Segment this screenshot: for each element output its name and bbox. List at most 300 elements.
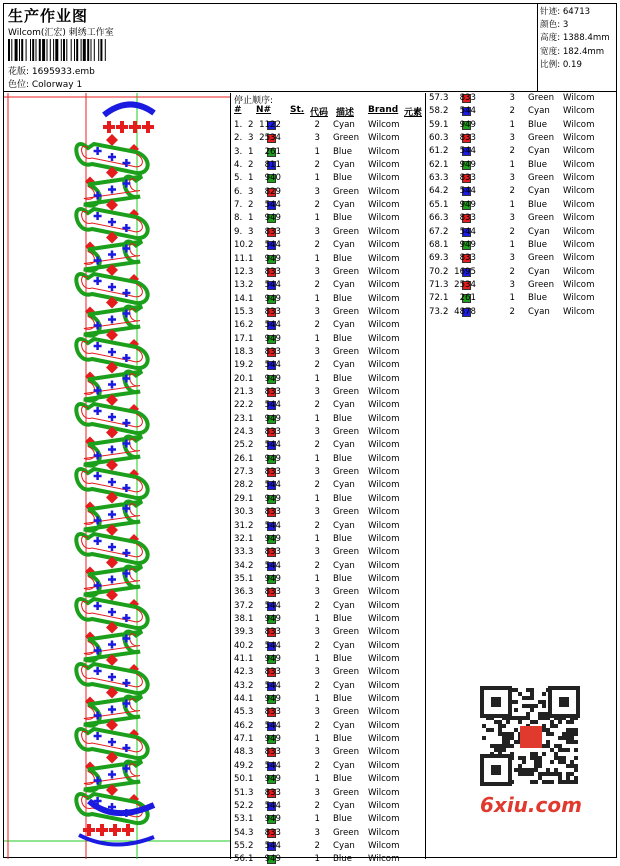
color-code: 2 <box>314 680 320 691</box>
brand-name: Wilcom <box>368 226 400 237</box>
stitch-count: 833 <box>264 827 281 838</box>
brand-name: Wilcom <box>368 360 400 371</box>
stitch-count: 833 <box>264 787 281 798</box>
needle-number: 1 <box>248 814 254 825</box>
color-code: 2 <box>509 146 515 157</box>
needle-number: 2 <box>248 520 254 531</box>
table-row <box>234 346 424 359</box>
brand-name: Wilcom <box>368 560 400 571</box>
stitch-count: 544 <box>264 760 281 771</box>
brand-name: Wilcom <box>368 627 400 638</box>
stop-number: 14. <box>234 293 248 304</box>
color-code: 2 <box>314 600 320 611</box>
needle-number: 2 <box>248 840 254 851</box>
stitch-count: 940 <box>264 173 281 184</box>
table-row <box>429 252 619 265</box>
color-code: 1 <box>509 159 515 170</box>
color-description: Cyan <box>333 800 355 811</box>
table-row <box>429 226 619 239</box>
needle-number: 1 <box>248 253 254 264</box>
needle-number: 3 <box>248 306 254 317</box>
table-row <box>234 172 424 185</box>
stitch-count: 833 <box>264 427 281 438</box>
stitch-count: 544 <box>459 146 476 157</box>
color-code: 3 <box>314 467 320 478</box>
table-row <box>234 720 424 733</box>
color-code: 1 <box>314 213 320 224</box>
stitch-count: 811 <box>264 160 281 171</box>
needle-number: 3 <box>248 667 254 678</box>
color-description: Blue <box>528 293 548 304</box>
stitch-count: 949 <box>264 573 281 584</box>
stitch-count: 544 <box>264 400 281 411</box>
color-code: 1 <box>314 333 320 344</box>
table-row <box>234 333 424 346</box>
table-row <box>234 199 424 212</box>
brand-name: Wilcom <box>368 400 400 411</box>
stop-number: 31. <box>234 520 248 531</box>
table-row <box>429 159 619 172</box>
color-code: 3 <box>509 253 515 264</box>
table-row <box>429 292 619 305</box>
stop-number: 6. <box>234 186 243 197</box>
color-description: Green <box>333 346 360 357</box>
needle-number: 2 <box>248 320 254 331</box>
brand-name: Wilcom <box>368 720 400 731</box>
needle-number: 2 <box>248 240 254 251</box>
stop-number: 55. <box>234 840 248 851</box>
table-row <box>234 159 424 172</box>
stitch-count: 949 <box>264 613 281 624</box>
color-code: 2 <box>314 120 320 130</box>
needle-number: 2 <box>248 280 254 291</box>
color-description: Blue <box>333 333 353 344</box>
watermark-logo: 6xiu.com <box>480 793 582 817</box>
stitch-count: 544 <box>264 480 281 491</box>
stop-number: 9. <box>234 226 243 237</box>
table-row <box>234 827 424 840</box>
stitch-count: 949 <box>264 774 281 785</box>
needle-number: 3 <box>443 213 449 224</box>
needle-number: 3 <box>248 427 254 438</box>
brand-name: Wilcom <box>368 120 400 130</box>
stop-number: 61. <box>429 146 443 157</box>
stitch-count: 949 <box>264 453 281 464</box>
color-code: 1 <box>314 373 320 384</box>
color-description: Cyan <box>333 320 355 331</box>
stop-number: 38. <box>234 613 248 624</box>
brand-name: Wilcom <box>368 480 400 491</box>
stitch-count: 949 <box>264 373 281 384</box>
stitch-count: 2534 <box>454 279 476 290</box>
color-code: 3 <box>314 627 320 638</box>
stitch-count: 1695 <box>454 266 476 277</box>
stop-number: 22. <box>234 400 248 411</box>
needle-number: 2 <box>248 400 254 411</box>
stitch-count: 833 <box>459 93 476 103</box>
color-description: Cyan <box>333 560 355 571</box>
color-description: Cyan <box>333 120 355 130</box>
needle-number: 2 <box>248 760 254 771</box>
stitch-count: 544 <box>264 360 281 371</box>
needle-number: 3 <box>248 266 254 277</box>
brand-name: Wilcom <box>368 654 400 664</box>
brand-name: Wilcom <box>368 760 400 771</box>
color-code: 2 <box>314 160 320 171</box>
brand-name: Wilcom <box>563 226 595 237</box>
color-description: Green <box>333 226 360 237</box>
stop-number: 23. <box>234 413 248 424</box>
needle-number: 2 <box>248 200 254 211</box>
color-description: Blue <box>528 199 548 210</box>
stitch-count: 833 <box>264 587 281 598</box>
stop-number: 63. <box>429 173 443 184</box>
color-code: 2 <box>314 800 320 811</box>
color-code: 2 <box>314 360 320 371</box>
table-row <box>234 787 424 800</box>
stop-number: 33. <box>234 547 248 558</box>
needle-number: 1 <box>248 413 254 424</box>
stitch-count: 544 <box>264 280 281 291</box>
brand-name: Wilcom <box>368 427 400 438</box>
stop-number: 8. <box>234 213 243 224</box>
table-row <box>234 773 424 786</box>
stop-number: 1. <box>234 120 243 130</box>
stop-number: 42. <box>234 667 248 678</box>
table-row <box>234 373 424 386</box>
brand-name: Wilcom <box>563 93 595 103</box>
table-row <box>234 279 424 292</box>
brand-name: Wilcom <box>563 279 595 290</box>
color-description: Blue <box>333 293 353 304</box>
color-code: 2 <box>314 240 320 251</box>
color-code: 2 <box>509 186 515 197</box>
table-row <box>429 199 619 212</box>
stop-number: 39. <box>234 627 248 638</box>
stitch-count: 833 <box>264 346 281 357</box>
table-row <box>234 746 424 759</box>
needle-number: 3 <box>248 627 254 638</box>
stitch-count: 949 <box>264 533 281 544</box>
needle-number: 1 <box>248 213 254 224</box>
color-code: 3 <box>314 827 320 838</box>
stitch-count: 949 <box>264 814 281 825</box>
color-code: 3 <box>314 507 320 518</box>
stop-number: 10. <box>234 240 248 251</box>
stop-number: 43. <box>234 680 248 691</box>
color-description: Cyan <box>333 720 355 731</box>
table-row <box>429 239 619 252</box>
needle-number: 1 <box>248 453 254 464</box>
color-description: Blue <box>333 654 353 664</box>
color-description: Green <box>333 186 360 197</box>
stop-number: 45. <box>234 707 248 718</box>
needle-number: 3 <box>248 133 254 144</box>
stitch-count: 949 <box>264 854 281 865</box>
color-description: Cyan <box>333 400 355 411</box>
stop-number: 59. <box>429 119 443 130</box>
color-description: Blue <box>333 854 353 865</box>
color-description: Green <box>333 627 360 638</box>
color-description: Cyan <box>528 226 550 237</box>
stop-number: 56. <box>234 854 248 865</box>
color-description: Blue <box>333 814 353 825</box>
color-description: Green <box>333 266 360 277</box>
color-code: 3 <box>509 279 515 290</box>
brand-name: Wilcom <box>368 133 400 144</box>
stitch-count: 833 <box>264 747 281 758</box>
color-code: 2 <box>314 640 320 651</box>
color-description: Cyan <box>333 280 355 291</box>
stitch-count: 833 <box>459 133 476 144</box>
stats-panel <box>537 4 616 92</box>
stitch-count: 4878 <box>454 306 476 317</box>
brand-name: Wilcom <box>563 253 595 264</box>
brand-name: Wilcom <box>368 667 400 678</box>
stitch-count: 544 <box>264 800 281 811</box>
table-row <box>234 813 424 826</box>
table-row <box>234 840 424 853</box>
stop-number: 26. <box>234 453 248 464</box>
needle-number: 3 <box>248 346 254 357</box>
header <box>4 4 616 92</box>
stop-number: 71. <box>429 279 443 290</box>
color-description: Blue <box>333 774 353 785</box>
table-row <box>234 293 424 306</box>
color-code: 1 <box>314 694 320 705</box>
table-row <box>234 600 424 613</box>
brand-name: Wilcom <box>368 520 400 531</box>
color-code: 1 <box>314 253 320 264</box>
stitch-count: 261 <box>459 293 476 304</box>
color-description: Green <box>528 93 555 103</box>
stop-number: 69. <box>429 253 443 264</box>
needle-number: 2 <box>248 600 254 611</box>
table-row <box>234 266 424 279</box>
table-row <box>234 533 424 546</box>
stitch-count: 949 <box>264 734 281 745</box>
color-description: Green <box>528 173 555 184</box>
stop-number: 15. <box>234 306 248 317</box>
stop-number: 35. <box>234 573 248 584</box>
stop-number: 68. <box>429 239 443 250</box>
color-description: Cyan <box>333 760 355 771</box>
needle-number: 3 <box>248 747 254 758</box>
stop-number: 3. <box>234 146 243 157</box>
table-row <box>234 573 424 586</box>
stitch-count: 833 <box>459 253 476 264</box>
table-row <box>429 92 619 105</box>
brand-name: Wilcom <box>368 373 400 384</box>
needle-number: 2 <box>248 720 254 731</box>
color-description: Cyan <box>528 146 550 157</box>
color-description: Cyan <box>333 200 355 211</box>
stitch-count: 544 <box>264 840 281 851</box>
color-code: 1 <box>314 453 320 464</box>
stop-number: 24. <box>234 427 248 438</box>
color-code: 3 <box>314 266 320 277</box>
color-description: Green <box>333 747 360 758</box>
stitch-count: 833 <box>264 547 281 558</box>
brand-name: Wilcom <box>368 694 400 705</box>
stop-number: 29. <box>234 493 248 504</box>
qr-code-image <box>470 684 590 790</box>
table-row <box>234 733 424 746</box>
color-code: 2 <box>509 306 515 317</box>
stitch-count: 949 <box>264 493 281 504</box>
color-description: Blue <box>528 119 548 130</box>
col-header-number: # <box>234 105 242 115</box>
company-name: Wilcom(汇宏) 刺绣工作室 <box>8 28 114 38</box>
needle-number: 2 <box>443 146 449 157</box>
stitch-count: 833 <box>264 467 281 478</box>
stat-stitches: 针迹: 64713 <box>540 7 591 17</box>
stitch-count: 544 <box>459 106 476 117</box>
table-row <box>234 653 424 666</box>
color-code: 3 <box>314 387 320 397</box>
color-code: 1 <box>509 199 515 210</box>
color-code: 1 <box>314 413 320 424</box>
stop-number: 67. <box>429 226 443 237</box>
table-row <box>429 212 619 225</box>
stop-number: 30. <box>234 507 248 518</box>
color-code: 3 <box>314 186 320 197</box>
colorway-label: 色位: Colorway 1 <box>8 80 83 90</box>
color-description: Blue <box>333 146 353 157</box>
color-code: 1 <box>314 146 320 157</box>
needle-number: 1 <box>248 373 254 384</box>
table-row <box>234 386 424 399</box>
stitch-count: 544 <box>264 600 281 611</box>
stitch-count: 833 <box>264 306 281 317</box>
stop-number: 54. <box>234 827 248 838</box>
color-description: Green <box>333 547 360 558</box>
table-row <box>234 853 424 866</box>
stop-number: 40. <box>234 640 248 651</box>
color-description: Cyan <box>333 240 355 251</box>
color-code: 3 <box>314 306 320 317</box>
col-header-code: 代码 <box>310 108 329 118</box>
stat-width: 宽度: 182.4mm <box>540 46 605 57</box>
needle-number: 1 <box>248 533 254 544</box>
color-description: Blue <box>333 453 353 464</box>
needle-number: 3 <box>248 387 254 397</box>
table-row <box>234 132 424 145</box>
stitch-count: 544 <box>264 240 281 251</box>
stop-number: 7. <box>234 200 243 211</box>
color-description: Blue <box>333 413 353 424</box>
stop-number: 28. <box>234 480 248 491</box>
needle-number: 2 <box>248 800 254 811</box>
stop-number: 49. <box>234 760 248 771</box>
brand-name: Wilcom <box>368 640 400 651</box>
stop-number: 52. <box>234 800 248 811</box>
color-description: Cyan <box>333 360 355 371</box>
design-preview <box>4 93 231 859</box>
table-row <box>234 520 424 533</box>
brand-name: Wilcom <box>368 827 400 838</box>
brand-name: Wilcom <box>368 280 400 291</box>
stop-number: 58. <box>429 106 443 117</box>
color-code: 2 <box>509 226 515 237</box>
stop-number: 18. <box>234 346 248 357</box>
color-code: 3 <box>314 667 320 678</box>
needle-number: 1 <box>443 199 449 210</box>
needle-number: 3 <box>248 787 254 798</box>
color-description: Cyan <box>333 680 355 691</box>
stitch-count: 833 <box>264 266 281 277</box>
color-code: 2 <box>314 280 320 291</box>
stitch-count: 833 <box>264 667 281 678</box>
stop-sequence-label: 停止顺序: <box>234 96 274 106</box>
color-description: Blue <box>333 734 353 745</box>
stitch-count: 544 <box>264 680 281 691</box>
needle-number: 2 <box>248 480 254 491</box>
color-code: 2 <box>314 200 320 211</box>
stitch-count: 949 <box>459 199 476 210</box>
stop-number: 50. <box>234 774 248 785</box>
color-description: Blue <box>333 173 353 184</box>
stat-colors: 颜色: 3 <box>540 20 569 31</box>
table-row <box>234 399 424 412</box>
needle-number: 1 <box>443 119 449 130</box>
brand-name: Wilcom <box>368 293 400 304</box>
table-row <box>234 666 424 679</box>
color-code: 3 <box>509 213 515 224</box>
stitch-count: 833 <box>264 226 281 237</box>
brand-name: Wilcom <box>368 346 400 357</box>
brand-name: Wilcom <box>563 173 595 184</box>
color-description: Blue <box>333 213 353 224</box>
color-code: 1 <box>314 854 320 865</box>
table-row <box>234 226 424 239</box>
stop-number: 12. <box>234 266 248 277</box>
brand-name: Wilcom <box>368 173 400 184</box>
stitch-count: 544 <box>459 226 476 237</box>
color-code: 3 <box>314 547 320 558</box>
color-code: 2 <box>314 440 320 451</box>
stop-number: 57. <box>429 93 443 103</box>
needle-number: 1 <box>248 573 254 584</box>
brand-name: Wilcom <box>368 160 400 171</box>
stop-number: 41. <box>234 654 248 664</box>
table-row <box>234 426 424 439</box>
stitch-count: 544 <box>459 186 476 197</box>
color-code: 2 <box>314 760 320 771</box>
needle-number: 2 <box>248 640 254 651</box>
brand-name: Wilcom <box>368 253 400 264</box>
page-title: 生产作业图 <box>8 7 89 25</box>
stitch-count: 949 <box>264 253 281 264</box>
needle-number: 2 <box>248 440 254 451</box>
color-code: 2 <box>509 106 515 117</box>
stop-number: 64. <box>429 186 443 197</box>
color-code: 2 <box>314 480 320 491</box>
needle-number: 2 <box>443 266 449 277</box>
color-description: Cyan <box>333 600 355 611</box>
stitch-count: 829 <box>264 186 281 197</box>
stop-number: 16. <box>234 320 248 331</box>
brand-name: Wilcom <box>563 186 595 197</box>
column-divider <box>425 93 426 859</box>
stitch-count: 544 <box>264 320 281 331</box>
brand-name: Wilcom <box>368 800 400 811</box>
needle-number: 1 <box>248 694 254 705</box>
brand-name: Wilcom <box>368 240 400 251</box>
brand-name: Wilcom <box>368 333 400 344</box>
brand-name: Wilcom <box>368 320 400 331</box>
needle-number: 3 <box>248 507 254 518</box>
